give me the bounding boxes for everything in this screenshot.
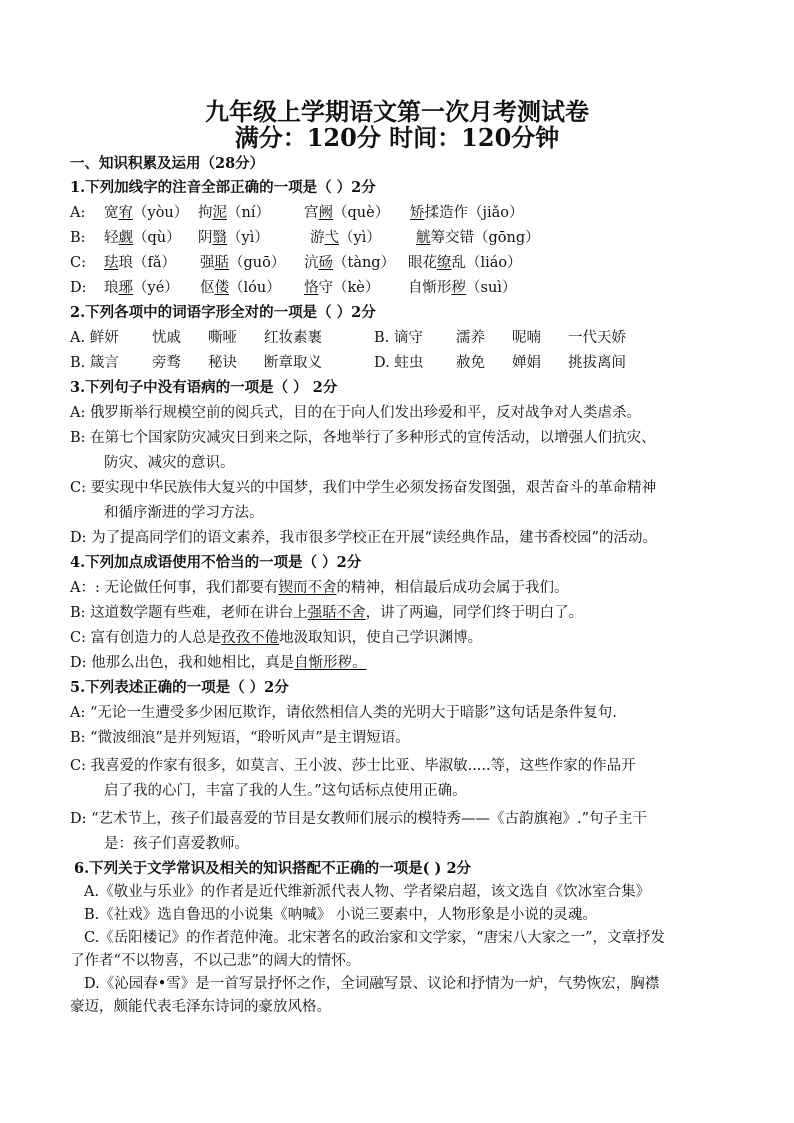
option-item: 伛偻（lóu） — [200, 280, 281, 296]
q3-option-d: D: 为了提高同学们的语文素养，我市很多学校正在开展“读经典作品，建书香校园”的活动。 — [70, 530, 657, 546]
q5-option-a: A: “无论一生遭受多少困厄欺诈，请依然相信人类的光明大于暗影”这句话是条件复句. — [70, 705, 617, 721]
q2-a-word: A. 鲜妍 — [70, 330, 119, 346]
q2-b-word: 濡养 — [456, 330, 485, 346]
q3-stem: 3.下列句子中没有语病的一项是（ ） 2分 — [70, 379, 338, 396]
q2-a-word: 红妆素裹 — [264, 330, 322, 346]
q2-c-word: 旁骛 — [152, 355, 181, 371]
q6-option-c-cont: 了作者“不以物喜，不以己悲”的阔大的情怀。 — [70, 953, 361, 969]
q2-b-word: B. 谪守 — [374, 330, 423, 346]
option-item: 恪守（kè） — [304, 280, 380, 296]
q3-option-c-cont: 和循序渐进的学习方法。 — [104, 505, 264, 521]
q1-option-a — [70, 203, 524, 223]
q2-d-word: 婵娟 — [512, 355, 541, 371]
option-item: 游弋（yì） — [310, 230, 381, 246]
q6-option-a: A.《敬业与乐业》的作者是近代维新派代表人物、学者梁启超，该文选自《饮冰室合集》 — [84, 884, 651, 900]
q6-stem: 6.下列关于文学常识及相关的知识搭配不正确的一项是( ) 2分 — [74, 860, 472, 877]
q3-option-a: A: 俄罗斯举行规模空前的阅兵式，目的在于向人们发出珍爱和平，反对战争对人类虐杀。 — [70, 405, 641, 421]
q2-a-word: 忧戚 — [152, 330, 181, 346]
q4-option-d: D: 他那么出色，我和她相比，真是自惭形秽。 — [70, 655, 367, 671]
option-item: 眼花缭乱（liáo） — [408, 255, 522, 271]
q6-option-c: C.《岳阳楼记》的作者范仲淹。北宋著名的政治家和文学家，“唐宋八大家之一”，文章抒发 — [84, 930, 666, 946]
option-item: 拘泥（ní） — [198, 205, 270, 221]
q3-option-c: C: 要实现中华民族伟大复兴的中国梦，我们中学生必须发扬奋发图强，艰苦奋斗的革命精神 — [70, 480, 657, 496]
q2-c-word: B. 箴言 — [70, 355, 119, 371]
q5-option-c: C: 我喜爱的作家有很多，如莫言、王小波、莎士比亚、毕淑敏.....等，这些作家的作品开 — [70, 758, 636, 774]
q5-option-d: D: “艺术节上，孩子们最喜爱的节目是女教师们展示的模特秀——《古韵旗袍》.”句子主干 — [70, 811, 648, 827]
q5-option-b: B: “微波细浪”是并列短语，“聆听风声”是主谓短语。 — [70, 730, 410, 746]
q3-option-b-cont: 防灾、减灾的意识。 — [104, 455, 235, 471]
q2-c-word: 秘诀 — [208, 355, 237, 371]
q5-stem: 5.下列表述正确的一项是（ ）2分 — [70, 679, 289, 696]
option-label: D: — [70, 280, 87, 296]
q1-option-c — [70, 253, 522, 273]
q2-d-word: 赦免 — [456, 355, 485, 371]
q2-stem: 2.下列各项中的词语字形全对的一项是（ ）2分 — [70, 304, 376, 321]
option-item: 矫揉造作（jiǎo） — [410, 205, 524, 221]
q1-option-d — [70, 278, 517, 298]
q5-option-c-cont: 启了我的心门，丰富了我的人生。”这句话标点使用正确。 — [104, 783, 467, 799]
q2-a-word: 嘶哑 — [208, 330, 237, 346]
option-item: 琅琊（yé） — [104, 280, 179, 296]
option-item: 宽宥（yòu） — [104, 205, 189, 221]
q6-option-d-cont: 豪迈，颇能代表毛泽东诗词的豪放风格。 — [70, 999, 331, 1015]
option-item: 轻觑（qù） — [104, 230, 181, 246]
q2-d-word: 挑拔离间 — [568, 355, 626, 371]
exam-subtitle: 满分：120分 时间：120分钟 — [234, 123, 560, 152]
option-label: A: — [70, 205, 86, 221]
q6-option-d: D.《沁园春•雪》是一首写景抒怀之作，全词融写景、议论和抒情为一炉，气势恢宏，胸襟 — [84, 976, 660, 992]
exam-title: 九年级上学期语文第一次月考测试卷 — [205, 97, 589, 126]
option-item: 自惭形秽（suì） — [408, 280, 517, 296]
q5-option-d-cont: 是：孩子们喜爱教师。 — [104, 836, 249, 852]
option-label: C: — [70, 255, 86, 271]
option-item: 珐琅（fǎ） — [104, 255, 177, 271]
q6-option-b: B.《社戏》选自鲁迅的小说集《呐喊》 小说三要素中，人物形象是小说的灵魂。 — [84, 907, 597, 923]
option-label: B: — [70, 230, 86, 246]
q4-option-a: A：: 无论做任何事，我们都要有锲而不舍的精神，相信最后成功会属于我们。 — [70, 580, 569, 596]
q2-b-word: 呢喃 — [512, 330, 541, 346]
option-item: 阴翳（yì） — [198, 230, 269, 246]
q3-option-b: B: 在第七个国家防灾减灾日到来之际，各地举行了多种形式的宣传活动，以增强人们抗灾、 — [70, 430, 656, 446]
option-item: 沆砀（tàng） — [304, 255, 396, 271]
section-heading: 一、知识积累及运用（28分） — [70, 155, 265, 172]
option-item: 强聒（guō） — [200, 255, 286, 271]
q4-option-b: B: 这道数学题有些难，老师在讲台上强聒不舍，讲了两遍，同学们终于明白了。 — [70, 605, 584, 621]
q1-stem: 1.下列加线字的注音全部正确的一项是（ ）2分 — [70, 179, 376, 196]
option-item: 觥筹交错（gōng） — [416, 230, 540, 246]
q2-c-word: 断章取义 — [264, 355, 322, 371]
q2-d-word: D. 蛀虫 — [374, 355, 424, 371]
q4-stem: 4.下列加点成语使用不恰当的一项是（ ）2分 — [70, 554, 362, 571]
q1-option-b — [70, 228, 540, 248]
option-item: 宫阙（què） — [304, 205, 390, 221]
q4-option-c: C: 富有创造力的人总是孜孜不倦地汲取知识，使自己学识渊博。 — [70, 630, 483, 646]
q2-b-word: 一代天娇 — [568, 330, 626, 346]
